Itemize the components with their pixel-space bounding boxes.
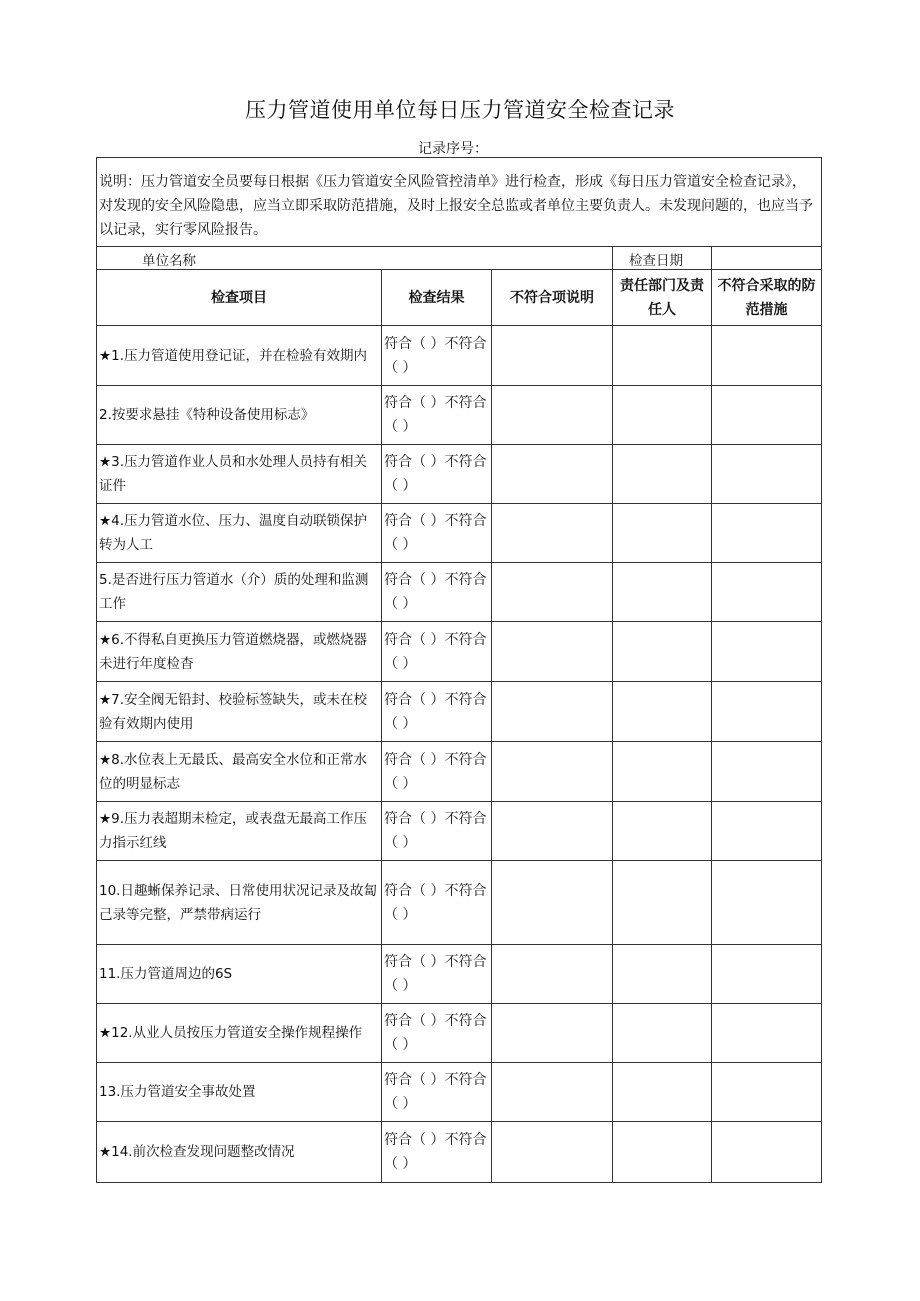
inspection-date-field[interactable]: [712, 247, 822, 270]
responsible-dept-field[interactable]: [613, 945, 712, 1004]
table-row: [97, 1122, 822, 1183]
check-result-field[interactable]: 符合（ ）不符合（ ）: [382, 1122, 492, 1183]
preventive-measures-field[interactable]: [712, 1122, 822, 1183]
nonconformity-desc-field[interactable]: [492, 1063, 613, 1122]
inspection-date-label: 检查日期: [613, 247, 712, 270]
check-item-label: 13.压力管道安全事故处置: [97, 1063, 382, 1122]
inspection-table: [96, 157, 822, 1183]
unit-row: [97, 247, 822, 270]
table-row: [97, 682, 822, 742]
header-nonconformity-desc: 不符合项说明: [492, 270, 613, 326]
check-result-field[interactable]: 符合（ ）不符合（ ）: [382, 504, 492, 563]
check-item-label: ★6.不得私自更换压力管道燃烧器，或燃烧器未进行年度检杳: [97, 622, 382, 682]
check-result-field[interactable]: 符合（ ）不符合（ ）: [382, 445, 492, 504]
preventive-measures-field[interactable]: [712, 861, 822, 945]
check-result-field[interactable]: 符合（ ）不符合（ ）: [382, 1004, 492, 1063]
check-result-field[interactable]: 符合（ ）不符合（ ）: [382, 802, 492, 861]
check-result-field[interactable]: 符合（ ）不符合（ ）: [382, 682, 492, 742]
check-result-field[interactable]: 符合（ ）不符合（ ）: [382, 326, 492, 386]
nonconformity-desc-field[interactable]: [492, 1004, 613, 1063]
check-item-label: ★3.压力管道作业人员和水处理人员持有相关证件: [97, 445, 382, 504]
nonconformity-desc-field[interactable]: [492, 504, 613, 563]
check-result-field[interactable]: 符合（ ）不符合（ ）: [382, 742, 492, 802]
preventive-measures-field[interactable]: [712, 802, 822, 861]
nonconformity-desc-field[interactable]: [492, 1122, 613, 1183]
check-result-field[interactable]: 符合（ ）不符合（ ）: [382, 861, 492, 945]
record-serial-label: 记录序号：: [418, 141, 488, 157]
instructions-note: 说明：压力管道安全员要每日根据《压力管道安全风险管控清单》进行检查，形成《每日压力管道安全检查记录》，对发现的安全风险隐患，应当立即采取防范措施，及时上报安全总监或者单位主要负责人。未发现问题的，也应当予以记录，实行零风险报告。: [97, 158, 822, 247]
table-row: [97, 563, 822, 622]
header-preventive-measures: 不符合采取的防范措施: [712, 270, 822, 326]
table-row: [97, 742, 822, 802]
nonconformity-desc-field[interactable]: [492, 742, 613, 802]
check-item-label: ★9.压力表超期未检定，或表盘无最高工作压力指示红线: [97, 802, 382, 861]
table-row: [97, 945, 822, 1004]
responsible-dept-field[interactable]: [613, 861, 712, 945]
check-item-label: 10.日趣蜥保养记录、日常使用状况记录及故匐己录等完整，严禁带病运行: [97, 861, 382, 945]
nonconformity-desc-field[interactable]: [492, 445, 613, 504]
table-row: [97, 1063, 822, 1122]
table-row: [97, 622, 822, 682]
responsible-dept-field[interactable]: [613, 682, 712, 742]
table-row: [97, 504, 822, 563]
preventive-measures-field[interactable]: [712, 945, 822, 1004]
nonconformity-desc-field[interactable]: [492, 861, 613, 945]
check-result-field[interactable]: 符合（ ）不符合（ ）: [382, 622, 492, 682]
nonconformity-desc-field[interactable]: [492, 563, 613, 622]
page-title: 压力管道使用单位每日压力管道安全检查记录: [245, 98, 675, 122]
header-check-result: 检查结果: [382, 270, 492, 326]
check-item-label: ★1.压力管道使用登记证，并在检验有效期内: [97, 326, 382, 386]
nonconformity-desc-field[interactable]: [492, 386, 613, 445]
preventive-measures-field[interactable]: [712, 1004, 822, 1063]
table-row: [97, 861, 822, 945]
nonconformity-desc-field[interactable]: [492, 326, 613, 386]
table-row: [97, 386, 822, 445]
check-result-field[interactable]: 符合（ ）不符合（ ）: [382, 1063, 492, 1122]
check-item-label: 2.按要求悬挂《特种设备使用标志》: [97, 386, 382, 445]
check-item-label: ★4.压力管道水位、压力、温度自动联锁保护转为人工: [97, 504, 382, 563]
responsible-dept-field[interactable]: [613, 742, 712, 802]
nonconformity-desc-field[interactable]: [492, 622, 613, 682]
check-item-label: ★12.从业人员按压力管道安全操作规程操作: [97, 1004, 382, 1063]
check-item-label: ★14.前次检查发现问题整改情况: [97, 1122, 382, 1183]
preventive-measures-field[interactable]: [712, 563, 822, 622]
check-result-field[interactable]: 符合（ ）不符合（ ）: [382, 945, 492, 1004]
check-item-label: ★8.水位表上无最氐、最高安全水位和正常水位的明显标志: [97, 742, 382, 802]
check-result-field[interactable]: 符合（ ）不符合（ ）: [382, 563, 492, 622]
preventive-measures-field[interactable]: [712, 622, 822, 682]
check-result-field[interactable]: 符合（ ）不符合（ ）: [382, 386, 492, 445]
nonconformity-desc-field[interactable]: [492, 802, 613, 861]
responsible-dept-field[interactable]: [613, 622, 712, 682]
responsible-dept-field[interactable]: [613, 1063, 712, 1122]
table-row: [97, 326, 822, 386]
check-item-label: ★7.安全阀无铅封、校验标签缺失，或未在校验有效期内使用: [97, 682, 382, 742]
preventive-measures-field[interactable]: [712, 445, 822, 504]
responsible-dept-field[interactable]: [613, 386, 712, 445]
responsible-dept-field[interactable]: [613, 1122, 712, 1183]
header-check-item: 检查项目: [97, 270, 382, 326]
table-row: [97, 802, 822, 861]
header-responsible-dept: 责任部门及责任人: [613, 270, 712, 326]
note-row: [97, 158, 822, 247]
preventive-measures-field[interactable]: [712, 682, 822, 742]
preventive-measures-field[interactable]: [712, 326, 822, 386]
table-row: [97, 1004, 822, 1063]
responsible-dept-field[interactable]: [613, 563, 712, 622]
responsible-dept-field[interactable]: [613, 445, 712, 504]
nonconformity-desc-field[interactable]: [492, 945, 613, 1004]
responsible-dept-field[interactable]: [613, 1004, 712, 1063]
unit-name-label: 单位名称: [97, 247, 613, 270]
preventive-measures-field[interactable]: [712, 1063, 822, 1122]
check-item-label: 5.是否进行压力管道水（介）质的处理和监测工作: [97, 563, 382, 622]
preventive-measures-field[interactable]: [712, 504, 822, 563]
responsible-dept-field[interactable]: [613, 504, 712, 563]
header-row: [97, 270, 822, 326]
responsible-dept-field[interactable]: [613, 802, 712, 861]
preventive-measures-field[interactable]: [712, 386, 822, 445]
check-item-label: 11.压力管道周边的6S: [97, 945, 382, 1004]
preventive-measures-field[interactable]: [712, 742, 822, 802]
table-row: [97, 445, 822, 504]
nonconformity-desc-field[interactable]: [492, 682, 613, 742]
responsible-dept-field[interactable]: [613, 326, 712, 386]
